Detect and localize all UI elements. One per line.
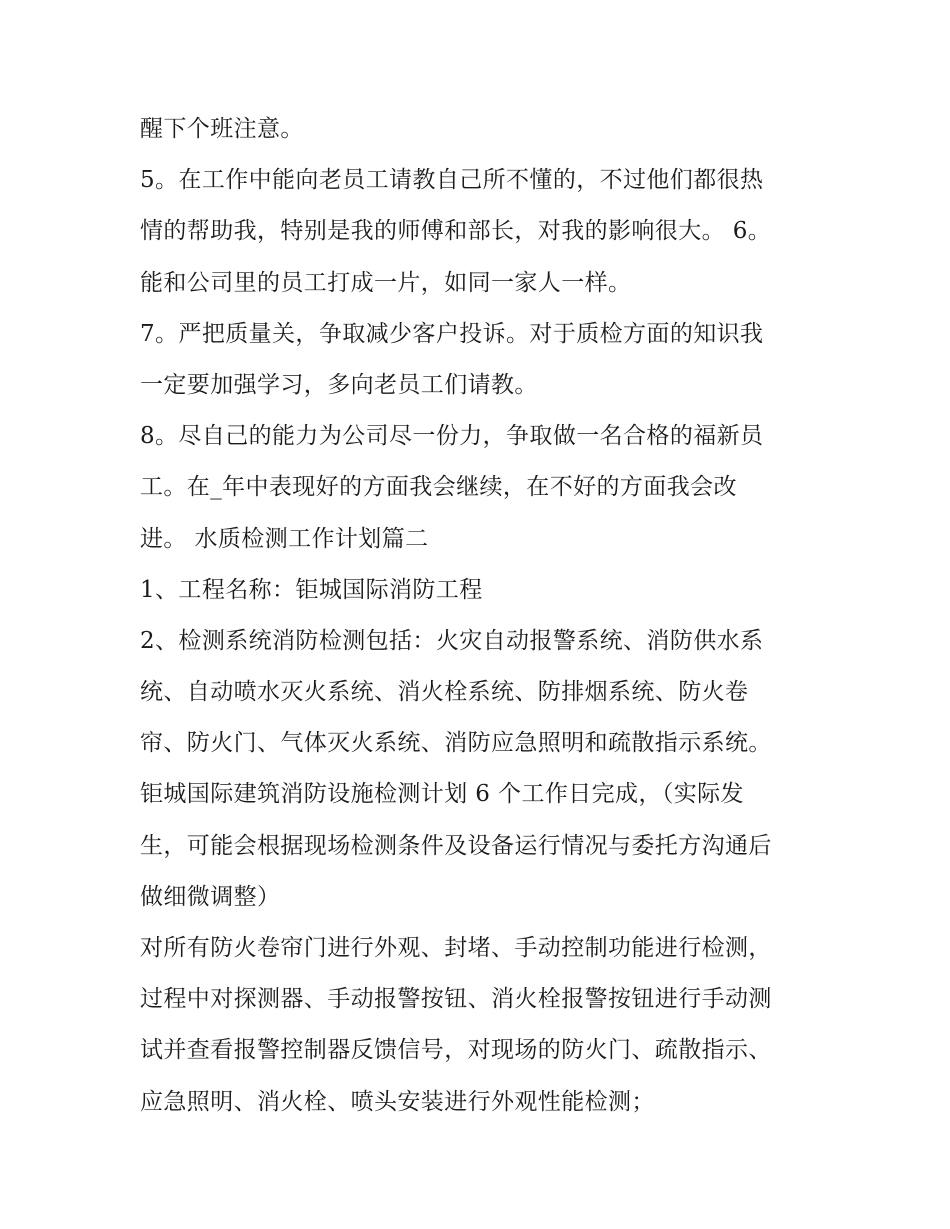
text-line: 5。在工作中能向老员工请教自己所不懂的，不过他们都很热 <box>140 167 764 194</box>
text-line: 对所有防火卷帘门进行外观、封堵、手动控制功能进行检测， <box>140 935 772 961</box>
text-line: 能和公司里的员工打成一片，如同一家人一样。 <box>140 269 632 296</box>
text-line: 情的帮助我，特别是我的师傅和部长，对我的影响很大。 6。 <box>140 218 772 245</box>
text-line: 统、自动喷水灭火系统、消火栓系统、防排烟系统、防火卷 <box>140 679 749 706</box>
text-line: 钜城国际建筑消防设施检测计划 6 个工作日完成，（实际发 <box>140 781 744 808</box>
text-line: 生，可能会根据现场检测条件及设备运行情况与委托方沟通后 <box>140 832 772 859</box>
text-line: 过程中对探测器、手动报警按钮、消火栓报警按钮进行手动测 <box>140 986 772 1013</box>
document-body <box>140 104 830 1128</box>
text-line: 2、检测系统消防检测包括：火灾自动报警系统、消防供水系 <box>140 627 764 654</box>
text-line: 一定要加强学习，多向老员工们请教。 <box>140 371 538 398</box>
text-line: 工。在_年中表现好的方面我会继续，在不好的方面我会改 <box>140 474 737 501</box>
text-line: 做细微调整） <box>140 883 281 910</box>
text-line: 应急照明、消火栓、喷头安装进行外观性能检测； <box>140 1088 655 1115</box>
text-line: 7。严把质量关，争取减少客户投诉。对于质检方面的知识我 <box>140 320 764 347</box>
text-line: 8。尽自己的能力为公司尽一份力，争取做一名合格的福新员 <box>140 423 764 450</box>
text-line: 帘、防火门、气体灭火系统、消防应急照明和疏散指示系统。 <box>140 730 772 757</box>
text-line: 1、工程名称：钜城国际消防工程 <box>140 576 483 603</box>
text-line: 醒下个班注意。 <box>140 116 304 142</box>
text-line: 试并查看报警控制器反馈信号，对现场的防火门、疏散指示、 <box>140 1037 772 1064</box>
section-heading-line: 进。 水质检测工作计划篇二 <box>140 525 429 552</box>
